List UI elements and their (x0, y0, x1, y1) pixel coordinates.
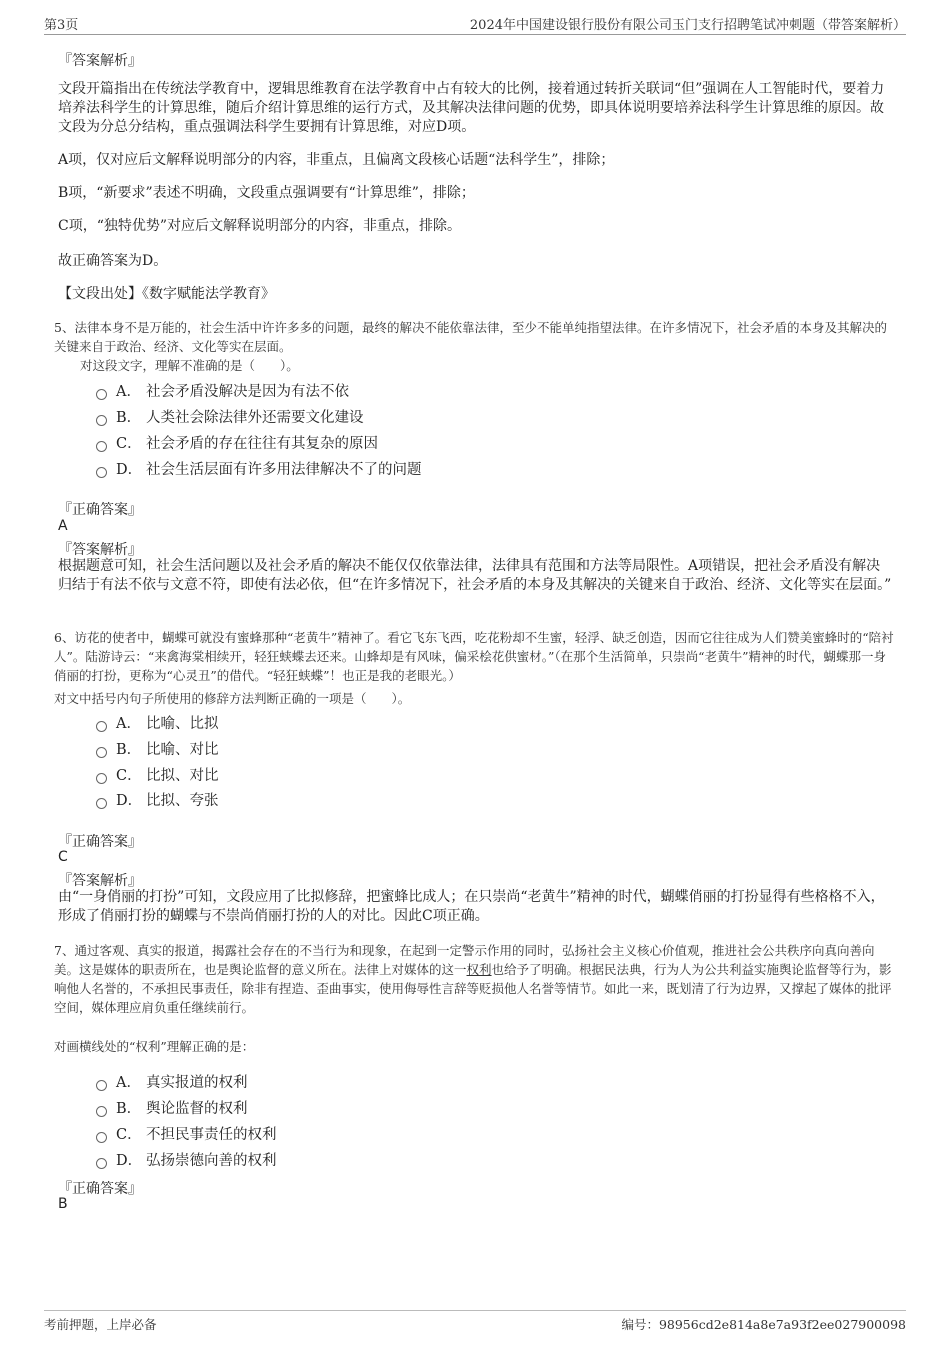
q5-question: 对这段文字，理解不准确的是（ ）。 (80, 358, 299, 373)
radio-icon[interactable] (96, 721, 107, 732)
q5-stem: 5、法律本身不是万能的，社会生活中许许多多的问题，最终的解决不能依靠法律，至少不能单纯指望法律。在许多情况下，社会矛盾的本身及其解决的关键来自于政治、经济、文化等实在层面。 (54, 320, 887, 354)
q6-option-a[interactable]: A． 比喻、比拟 (96, 712, 219, 733)
q7-option-a[interactable]: A． 真实报道的权利 (96, 1071, 248, 1092)
q6-stem: 6、访花的使者中，蝴蝶可就没有蜜蜂那种“老黄牛”精神了。看它飞东飞西，吃花粉却不生蜜，轻浮、缺乏创造，因而它往往成为人们赞美蜜蜂时的“陪衬人”。陆游诗云：“来禽海棠相续开，轻狂蛱蝶去还来。山蜂却是有风味，偏采桧花供蜜材。”（在那个生活简单，只崇尚“老黄牛”精神的时代，蝴蝶那一身俏丽的打扮，更称为“心灵丑”的借代。“轻狂蛱蝶”！也正是我的老眼光。） (54, 630, 894, 683)
radio-icon[interactable] (96, 415, 107, 426)
q5-option-a[interactable]: A． 社会矛盾没解决是因为有法不依 (96, 380, 349, 401)
q7-option-c[interactable]: C． 不担民事责任的权利 (96, 1123, 277, 1144)
radio-icon[interactable] (96, 1132, 107, 1143)
q6-option-d[interactable]: D． 比拟、夸张 (96, 789, 219, 810)
q6-option-b[interactable]: B． 比喻、对比 (96, 738, 219, 759)
radio-icon[interactable] (96, 389, 107, 400)
radio-icon[interactable] (96, 798, 107, 809)
q5-option-c[interactable]: C． 社会矛盾的存在往往有其复杂的原因 (96, 432, 378, 453)
q5-option-d[interactable]: D． 社会生活层面有许多用法律解决不了的问题 (96, 458, 422, 479)
q4-option-c-note: C项，“独特优势”对应后文解释说明部分的内容，非重点，排除。 (58, 218, 462, 234)
q4-analysis-text: 文段开篇指出在传统法学教育中，逻辑思维教育在法学教育中占有较大的比例，接着通过转折关联词“但”强调在人工智能时代，要着力培养法科学生的计算思维，随后介绍计算思维的运行方式，及其解决法律问题的优势，即具体说明要培养法科学生计算思维的原因。故文段为分总分结构，重点强调法科学生要拥有计算思维，对应D项。 (58, 81, 885, 135)
q7-question: 对画横线处的“权利”理解正确的是： (54, 1039, 255, 1054)
document-title: 2024年中国建设银行股份有限公司玉门支行招聘笔试冲刺题（带答案解析） (469, 18, 906, 33)
q5-answer: A (58, 518, 68, 534)
q4-conclusion: 故正确答案为D。 (58, 253, 168, 269)
q7-option-d[interactable]: D． 弘扬崇德向善的权利 (96, 1149, 277, 1170)
q6-option-c[interactable]: C． 比拟、对比 (96, 764, 219, 785)
q4-analysis-label: 『答案解析』 (58, 53, 142, 69)
page-number: 第3页 (44, 18, 79, 33)
underlined-term: 权利 (466, 962, 492, 977)
radio-icon[interactable] (96, 1158, 107, 1169)
page-footer (44, 1310, 906, 1335)
q7-correct-label: 『正确答案』 (58, 1181, 142, 1197)
radio-icon[interactable] (96, 1106, 107, 1117)
q7-stem: 7、通过客观、真实的报道，揭露社会存在的不当行为和现象，在起到一定警示作用的同时，弘扬社会主义核心价值观，推进社会公共秩序向真向善向美。这是媒体的职责所在，也是舆论监督的意义所在。法律上对媒体的这一权利也给予了明确。根据民法典，行为人为公共利益实施舆论监督等行为，影响他人名誉的，不承担民事责任，除非有捏造、歪曲事实，使用侮辱性言辞等贬损他人名誉等情节。如此一来，既划清了行为边界，又撑起了媒体的批评空间，媒体理应肩负重任继续前行。 (54, 943, 892, 1015)
radio-icon[interactable] (96, 467, 107, 478)
q4-source: 【文段出处】《数字赋能法学教育》 (58, 286, 275, 302)
footer-slogan: 考前押题，上岸必备 (44, 1317, 157, 1332)
q6-analysis-label: 『答案解析』 (58, 873, 142, 889)
q6-correct-label: 『正确答案』 (58, 834, 142, 850)
q6-question: 对文中括号内句子所使用的修辞方法判断正确的一项是（ ）。 (54, 691, 411, 706)
page-header (44, 14, 906, 35)
q5-analysis-text: 根据题意可知，社会生活问题以及社会矛盾的解决不能仅仅依靠法律，法律具有范围和方法等局限性。A项错误，把社会矛盾没有解决归结于有法不依与文意不符，即使有法必依，但“在许多情况下，社会矛盾的本身及其解决的关键来自于政治、经济、文化等实在层面。” (58, 558, 892, 593)
q5-analysis-label: 『答案解析』 (58, 542, 142, 558)
radio-icon[interactable] (96, 1080, 107, 1091)
q6-analysis-text: 由“一身俏丽的打扮”可知，文段应用了比拟修辞，把蜜蜂比成人；在只崇尚“老黄牛”精神的时代，蝴蝶俏丽的打扮显得有些格格不入，形成了俏丽打扮的蝴蝶与不崇尚俏丽打扮的人的对比。因此C项正确。 (58, 889, 885, 924)
q7-answer: B (58, 1196, 68, 1212)
q5-option-b[interactable]: B． 人类社会除法律外还需要文化建设 (96, 406, 364, 427)
q4-option-b-note: B项，“新要求”表述不明确，文段重点强调要有“计算思维”，排除； (58, 185, 475, 201)
radio-icon[interactable] (96, 747, 107, 758)
document-id: 编号：98956cd2e814a8e7a93f2ee027900098 (621, 1317, 906, 1332)
radio-icon[interactable] (96, 441, 107, 452)
radio-icon[interactable] (96, 773, 107, 784)
q6-answer: C (58, 849, 68, 865)
q5-correct-label: 『正确答案』 (58, 502, 142, 518)
q4-option-a-note: A项，仅对应后文解释说明部分的内容，非重点，且偏离文段核心话题“法科学生”，排除； (58, 152, 615, 168)
q7-option-b[interactable]: B． 舆论监督的权利 (96, 1097, 248, 1118)
